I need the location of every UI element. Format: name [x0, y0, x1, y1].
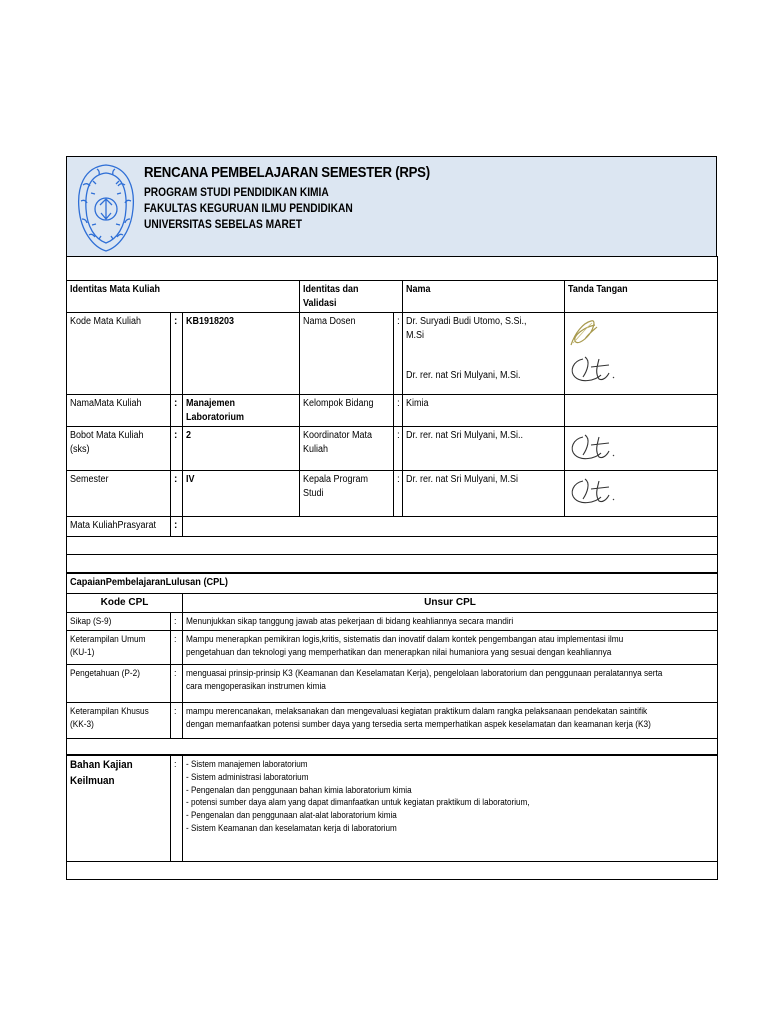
colon: : [397, 430, 400, 441]
colon: : [174, 316, 178, 327]
semester-label: Semester [70, 474, 109, 485]
bahan-kajian-item: - Sistem Keamanan dan keselamatan kerja di laboratorium [186, 822, 397, 833]
identity-header-row [67, 281, 718, 313]
colon: : [397, 398, 400, 409]
nama-mk-value: Manajemen Laboratorium [186, 398, 245, 423]
colon: : [174, 634, 177, 645]
prasyarat-label: Mata KuliahPrasyarat [70, 520, 157, 531]
spacer-row [67, 739, 718, 755]
prasyarat-row [67, 517, 718, 537]
signature-suryadi [565, 315, 625, 351]
signature-koordinator [565, 429, 625, 465]
signature-kaprodi [565, 473, 625, 509]
bobot-row [67, 427, 718, 471]
bahan-kajian-table [66, 755, 718, 880]
cpl-unsur: mampu merencanakan, melaksanakan dan mengevaluasi kegiatan praktikum dalam rangka pelaksanaan pendekatan saintifik dengan memanfaatkan potensi sumber daya yang tersedia serta memperhatikan aspek keselamatan dan keamanan kerja (K3) [186, 706, 651, 730]
semester-row [67, 471, 718, 517]
nama-mk-label: NamaMata Kuliah [70, 398, 142, 409]
cpl-table [66, 573, 718, 755]
cpl-kode: Keterampilan Khusus (KK-3) [70, 706, 149, 730]
cpl-col-unsur: Unsur CPL [424, 596, 476, 608]
bahan-kajian-item: - Pengenalan dan penggunaan alat-alat laboratorium kimia [186, 810, 397, 821]
bobot-value: 2 [186, 430, 192, 441]
header-identitas-mk: Identitas Mata Kuliah [70, 284, 161, 295]
cpl-unsur: Menunjukkan sikap tanggung jawab atas pekerjaan di bidang keahliannya secara mandiri [186, 616, 514, 626]
bahan-kajian-item: - Pengenalan dan penggunaan bahan kimia laboratorium kimia [186, 784, 412, 795]
cpl-row [67, 703, 718, 739]
spacer-row [67, 537, 718, 555]
colon: : [174, 398, 178, 409]
kaprodi-value: Dr. rer. nat Sri Mulyani, M.Si [406, 474, 519, 485]
cpl-unsur: menguasai prinsip-prinsip K3 (Keamanan dan Keselamatan Kerja), pengelolaan laboratorium dan penggunaan peralatannya serta cara mengoperasikan instrumen kimia [186, 668, 663, 692]
koordinator-value: Dr. rer. nat Sri Mulyani, M.Si.. [406, 430, 524, 441]
kode-label: Kode Mata Kuliah [70, 316, 142, 327]
dosen-2: Dr. rer. nat Sri Mulyani, M.Si. [406, 370, 521, 381]
header-identitas-validasi: Identitas dan Validasi [303, 284, 359, 309]
signature-mulyani [565, 351, 625, 387]
spacer-row [67, 862, 718, 880]
colon: : [174, 616, 177, 626]
bahan-kajian-row [67, 756, 718, 862]
rps-document [66, 156, 717, 880]
colon: : [174, 474, 178, 485]
cpl-kode: Pengetahuan (P-2) [70, 668, 140, 679]
cpl-unsur: Mampu menerapkan pemikiran logis,kritis, sistematis dan inovatif dalam kontek pengembangan atau implementasi ilmu pengetahuan dan teknologi yang memperhatikan dan menerapkan nilai humaniora yang sesuai dengan keahliannya [186, 634, 624, 658]
semester-value: IV [186, 474, 195, 485]
faculty-line: FAKULTAS KEGURUAN ILMU PENDIDIKAN [144, 200, 353, 215]
cpl-row [67, 631, 718, 665]
bahan-kajian-label: Bahan Kajian Keilmuan [70, 759, 133, 787]
header-nama: Nama [406, 284, 431, 295]
kaprodi-label: Kepala Program Studi [303, 474, 369, 499]
colon: : [174, 759, 177, 770]
document-title: RENCANA PEMBELAJARAN SEMESTER (RPS) [144, 164, 430, 181]
colon: : [174, 520, 178, 531]
koordinator-label: Koordinator Mata Kuliah [303, 430, 373, 455]
nama-mk-row [67, 395, 718, 427]
spacer-row [67, 555, 718, 573]
university-logo [73, 159, 139, 255]
cpl-header-row [67, 593, 718, 613]
cpl-row [67, 613, 718, 631]
kode-value: KB1918203 [186, 316, 235, 327]
bahan-kajian-item: - Sistem administrasi laboratorium [186, 771, 309, 782]
header-tanda-tangan: Tanda Tangan [568, 284, 628, 295]
colon: : [174, 430, 178, 441]
bobot-label: Bobot Mata Kuliah (sks) [70, 430, 144, 455]
spacer-row [67, 257, 718, 281]
cpl-row [67, 665, 718, 703]
identity-table [66, 256, 718, 573]
colon: : [397, 316, 400, 327]
colon: : [174, 706, 177, 717]
university-line: UNIVERSITAS SEBELAS MARET [144, 216, 302, 231]
colon: : [397, 474, 400, 485]
dosen-1: Dr. Suryadi Budi Utomo, S.Si., M.Si [406, 316, 527, 341]
kelompok-label: Kelompok Bidang [303, 398, 374, 409]
bahan-kajian-item: - Sistem manajemen laboratorium [186, 759, 308, 770]
dosen-label: Nama Dosen [303, 316, 356, 327]
kelompok-value: Kimia [406, 398, 429, 409]
document-header [66, 156, 717, 256]
program-line: PROGRAM STUDI PENDIDIKAN KIMIA [144, 184, 329, 199]
bahan-kajian-item: - potensi sumber daya alam yang dapat dimanfaatkan untuk kegiatan praktikum di laboratorium, [186, 797, 530, 808]
colon: : [174, 668, 177, 679]
cpl-section-title: CapaianPembelajaranLulusan (CPL) [70, 577, 228, 588]
kode-row [67, 313, 718, 395]
cpl-kode: Sikap (S-9) [70, 616, 112, 626]
cpl-col-kode: Kode CPL [100, 596, 149, 608]
cpl-kode: Keterampilan Umum (KU-1) [70, 634, 146, 658]
